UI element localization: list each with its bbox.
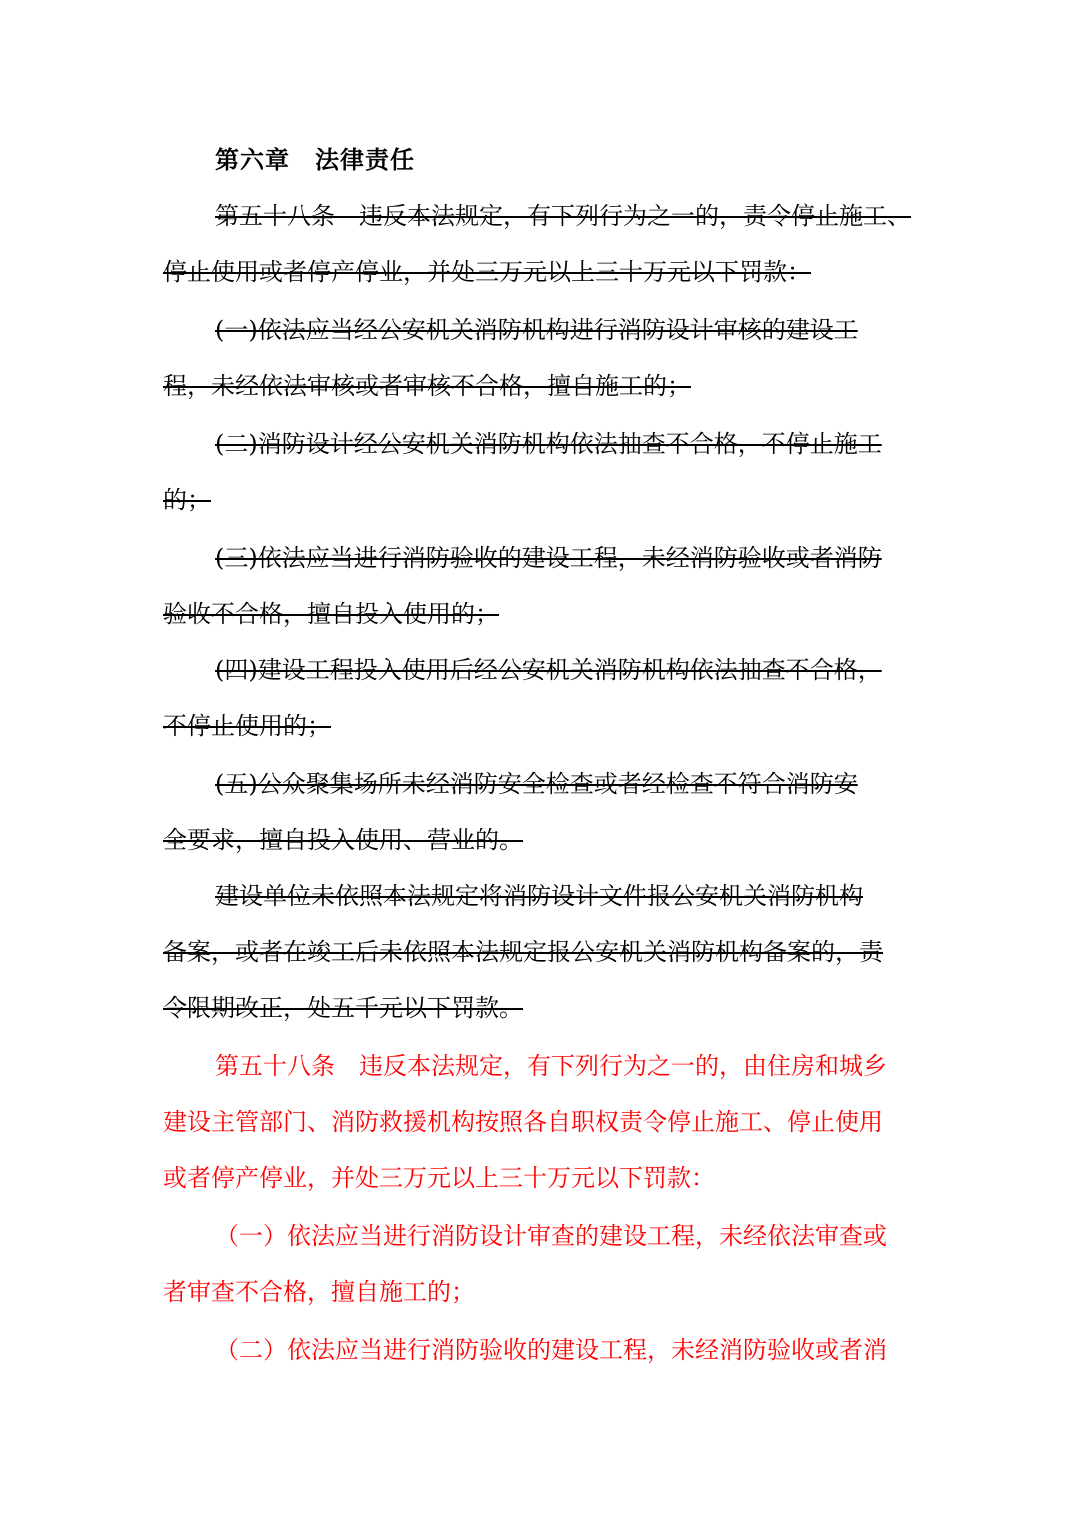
inserted-article-58-line-2: 建设主管部门、消防救援机构按照各自职权责令停止施工、停止使用	[163, 1108, 883, 1136]
inserted-item-1-line-1: （一）依法应当进行消防设计审查的建设工程，未经依法审查或	[215, 1222, 887, 1250]
deleted-item-1-line-2: 程，未经依法审核或者审核不合格，擅自施工的；	[163, 372, 691, 400]
deleted-paragraph-line-2: 备案，或者在竣工后未依照本法规定报公安机关消防机构备案的，责	[163, 938, 883, 966]
deleted-paragraph-line-1: 建设单位未依照本法规定将消防设计文件报公安机关消防机构	[215, 882, 863, 910]
deleted-item-3-line-2: 验收不合格，擅自投入使用的；	[163, 600, 499, 628]
inserted-item-1-line-2: 者审查不合格，擅自施工的；	[163, 1278, 475, 1306]
deleted-item-4-line-1: (四)建设工程投入使用后经公安机关消防机构依法抽查不合格，	[215, 656, 882, 684]
deleted-article-58-line-1: 第五十八条 违反本法规定，有下列行为之一的，责令停止施工、	[215, 202, 911, 230]
deleted-item-4-line-2: 不停止使用的；	[163, 712, 331, 740]
deleted-item-1-line-1: (一)依法应当经公安机关消防机构进行消防设计审核的建设工	[215, 316, 858, 344]
chapter-heading: 第六章 法律责任	[215, 145, 415, 174]
deleted-item-3-line-1: (三)依法应当进行消防验收的建设工程，未经消防验收或者消防	[215, 544, 882, 572]
inserted-article-58-line-3: 或者停产停业，并处三万元以上三十万元以下罚款：	[163, 1164, 715, 1192]
deleted-item-5-line-2: 全要求，擅自投入使用、营业的。	[163, 826, 523, 854]
deleted-item-2-line-2: 的；	[163, 486, 211, 514]
deleted-item-2-line-1: (二)消防设计经公安机关消防机构依法抽查不合格，不停止施工	[215, 430, 882, 458]
inserted-item-2-line-1: （二）依法应当进行消防验收的建设工程，未经消防验收或者消	[215, 1336, 887, 1364]
deleted-article-58-line-2: 停止使用或者停产停业，并处三万元以上三十万元以下罚款：	[163, 258, 811, 286]
deleted-item-5-line-1: (五)公众聚集场所未经消防安全检查或者经检查不符合消防安	[215, 770, 858, 798]
deleted-paragraph-line-3: 令限期改正，处五千元以下罚款。	[163, 994, 523, 1022]
inserted-article-58-line-1: 第五十八条 违反本法规定，有下列行为之一的，由住房和城乡	[215, 1052, 887, 1080]
